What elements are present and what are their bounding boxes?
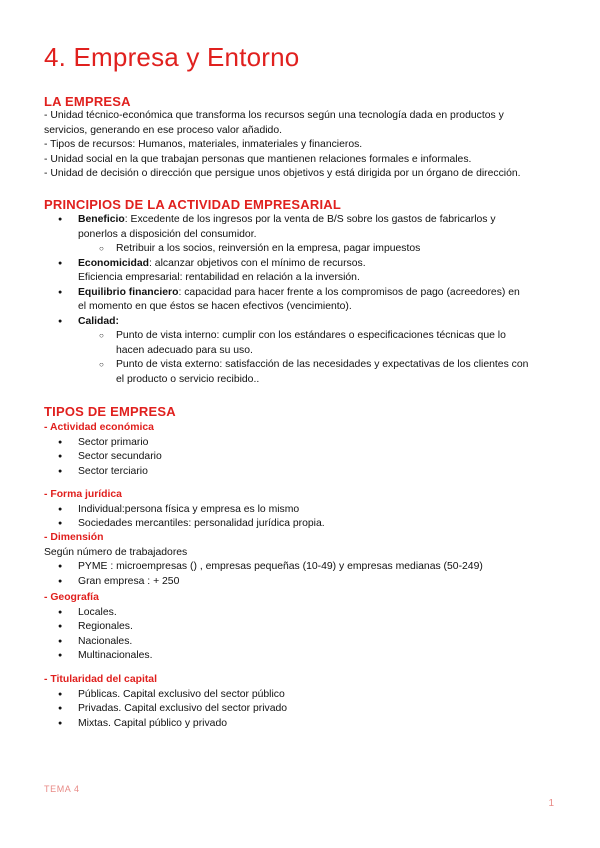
empresa-definition xyxy=(44,109,559,182)
page-title: 4. Empresa y Entorno xyxy=(44,42,300,72)
tipos-titularidad xyxy=(44,673,559,731)
equilibrio-continuation: el momento en que éstos se hacen efectivos (vencimiento). xyxy=(78,301,352,312)
tipos-forma xyxy=(44,488,559,532)
list-item: ● Gran empresa : + 250 xyxy=(44,575,559,590)
subheading-titularidad: - Titularidad del capital xyxy=(44,674,157,685)
list-item-equilibrio xyxy=(44,286,559,301)
term-equilibrio: Equilibrio financiero xyxy=(78,286,179,298)
empresa-line: servicios, generando en ese proceso valor añadido. xyxy=(44,124,282,136)
list-item: ● Sector secundario xyxy=(44,450,559,465)
list-item: ● Privadas. Capital exclusivo del sector privado xyxy=(44,702,559,717)
dimension-intro: Según número de trabajadores xyxy=(44,546,188,558)
empresa-line: - Unidad social en la que trabajan personas que mantienen relaciones formales e informales. xyxy=(44,153,472,165)
calidad-interno-continuation: hacen adecuado para su uso. xyxy=(116,344,253,356)
tipos-dimension xyxy=(44,531,559,589)
list-item: ● Multinacionales. xyxy=(44,649,559,664)
subheading-geografia: - Geografía xyxy=(44,592,99,603)
subheading-actividad: - Actividad económica xyxy=(44,422,154,433)
list-item: ● PYME : microempresas () , empresas pequeñas (10-49) y empresas medianas (50-249) xyxy=(44,560,559,575)
term-beneficio: Beneficio xyxy=(78,214,125,225)
list-item-beneficio xyxy=(44,213,559,228)
list-item: ● Locales. xyxy=(44,606,559,621)
list-item-economicidad xyxy=(44,257,559,272)
term-economicidad: Economicidad xyxy=(78,257,150,269)
term-calidad: Calidad: xyxy=(78,315,119,327)
principios-list xyxy=(44,213,559,387)
subheading-dimension: - Dimensión xyxy=(44,532,104,543)
subheading-forma: - Forma jurídica xyxy=(44,489,122,500)
page-number: 1 xyxy=(548,798,554,809)
section-heading-empresa: LA EMPRESA xyxy=(44,94,131,109)
economicidad-text: : alcanzar objetivos con el mínimo de recursos. xyxy=(149,257,366,269)
footer-label: TEMA 4 xyxy=(44,784,80,794)
section-heading-tipos: TIPOS DE EMPRESA xyxy=(44,404,176,419)
tipos-geografia xyxy=(44,591,559,664)
list-item: ● Sector terciario xyxy=(44,465,559,480)
sublist-item-beneficio: ○ Retribuir a los socios, reinversión en la empresa, pagar impuestos xyxy=(44,242,559,257)
sublist-item-calidad-externo: ○ Punto de vista externo: satisfacción de las necesidades y expectativas de los clientes con xyxy=(44,358,559,373)
sublist-item-calidad-interno: ○ Punto de vista interno: cumplir con los estándares o especificaciones técnicas que lo xyxy=(44,329,559,344)
beneficio-text: : Excedente de los ingresos por la venta de B/S sobre los gastos de fabricarlos y xyxy=(124,214,496,225)
list-item: ● Mixtas. Capital público y privado xyxy=(44,717,559,732)
list-item: ● Públicas. Capital exclusivo del sector público xyxy=(44,688,559,703)
tipos-actividad xyxy=(44,421,559,479)
empresa-line: - Unidad de decisión o dirección que persigue unos objetivos y está dirigida por un órgano de dirección. xyxy=(44,168,521,179)
empresa-line: - Tipos de recursos: Humanos, materiales, inmateriales y financieros. xyxy=(44,139,363,150)
economicidad-continuation: Eficiencia empresarial: rentabilidad en relación a la inversión. xyxy=(78,272,360,283)
list-item: ● Sociedades mercantiles: personalidad jurídica propia. xyxy=(44,517,559,532)
list-item: ● Nacionales. xyxy=(44,635,559,650)
empresa-line: - Unidad técnico-económica que transforma los recursos según una tecnología dada en productos y xyxy=(44,110,504,121)
list-item: ● Regionales. xyxy=(44,620,559,635)
list-item: ● Individual:persona física y empresa es lo mismo xyxy=(44,503,559,518)
beneficio-continuation: ponerlos a disposición del consumidor. xyxy=(78,228,257,240)
equilibrio-text: : capacidad para hacer frente a los compromisos de pago (acreedores) en xyxy=(178,286,520,298)
list-item: ● Sector primario xyxy=(44,436,559,451)
list-item-calidad xyxy=(44,315,559,330)
calidad-externo-continuation: el producto o servicio recibido.. xyxy=(116,373,260,385)
section-heading-principios: PRINCIPIOS DE LA ACTIVIDAD EMPRESARIAL xyxy=(44,197,341,212)
